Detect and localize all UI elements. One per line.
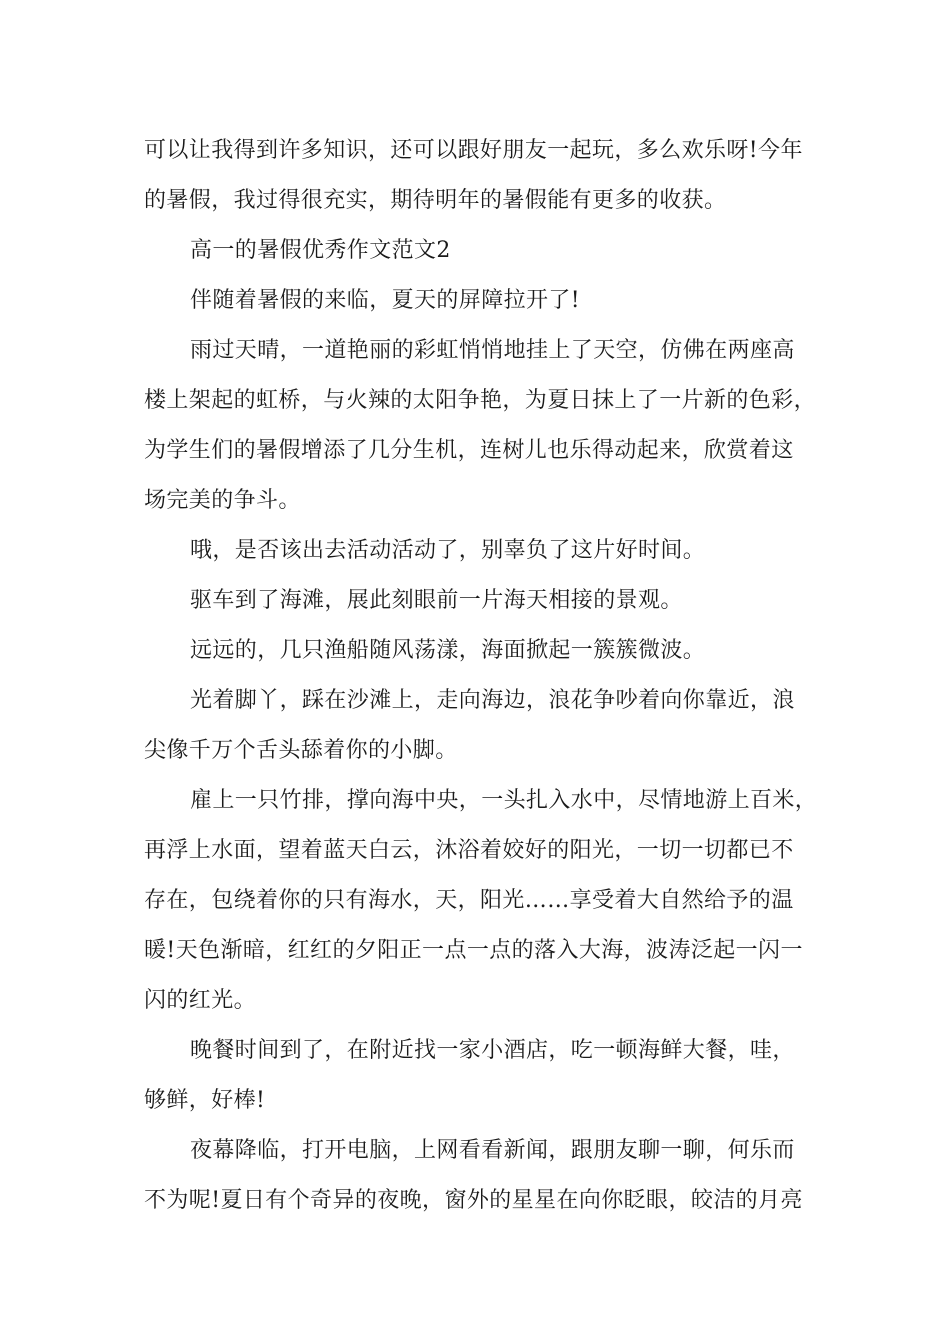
text-line: 可以让我得到许多知识，还可以跟好朋友一起玩，多么欢乐呀!今年	[144, 138, 803, 163]
section-heading: 高一的暑假优秀作文范文2	[190, 238, 451, 263]
text-line: 驱车到了海滩，展此刻眼前一片海天相接的景观。	[190, 588, 683, 613]
text-line: 尖像千万个舌头舔着你的小脚。	[144, 738, 458, 763]
text-line: 夜幕降临，打开电脑，上网看看新闻，跟朋友聊一聊，何乐而	[190, 1138, 795, 1163]
text-line: 再浮上水面，望着蓝天白云，沐浴着姣好的阳光，一切一切都已不	[144, 838, 794, 863]
text-line: 不为呢!夏日有个奇异的夜晚，窗外的星星在向你眨眼，皎洁的月亮	[144, 1188, 803, 1213]
text-line: 远远的，几只渔船随风荡漾，海面掀起一簇簇微波。	[190, 638, 706, 663]
text-line: 场完美的争斗。	[144, 488, 301, 513]
text-line: 雨过天晴，一道艳丽的彩虹悄悄地挂上了天空，仿佛在两座高	[190, 338, 795, 363]
text-line: 闪的红光。	[144, 988, 257, 1013]
text-line: 的暑假，我过得很充实，期待明年的暑假能有更多的收获。	[144, 188, 727, 213]
text-line: 够鲜，好棒!	[144, 1088, 266, 1113]
text-line: 哦，是否该出去活动活动了，别辜负了这片好时间。	[190, 538, 706, 563]
text-line: 晚餐时间到了，在附近找一家小酒店，吃一顿海鲜大餐，哇，	[190, 1038, 795, 1063]
text-line: 存在，包绕着你的只有海水，天，阳光……享受着大自然给予的温	[144, 888, 794, 913]
text-line: 光着脚丫，踩在沙滩上，走向海边，浪花争吵着向你靠近，浪	[190, 688, 795, 713]
text-line: 雇上一只竹排，撑向海中央，一头扎入水中，尽情地游上百米，	[190, 788, 818, 813]
text-line: 楼上架起的虹桥，与火辣的太阳争艳，为夏日抹上了一片新的色彩，	[144, 388, 817, 413]
text-line: 暖!天色渐暗，红红的夕阳正一点一点的落入大海，波涛泛起一闪一	[144, 938, 803, 963]
text-line: 为学生们的暑假增添了几分生机，连树儿也乐得动起来，欣赏着这	[144, 438, 794, 463]
text-line: 伴随着暑假的来临，夏天的屏障拉开了!	[190, 288, 581, 313]
